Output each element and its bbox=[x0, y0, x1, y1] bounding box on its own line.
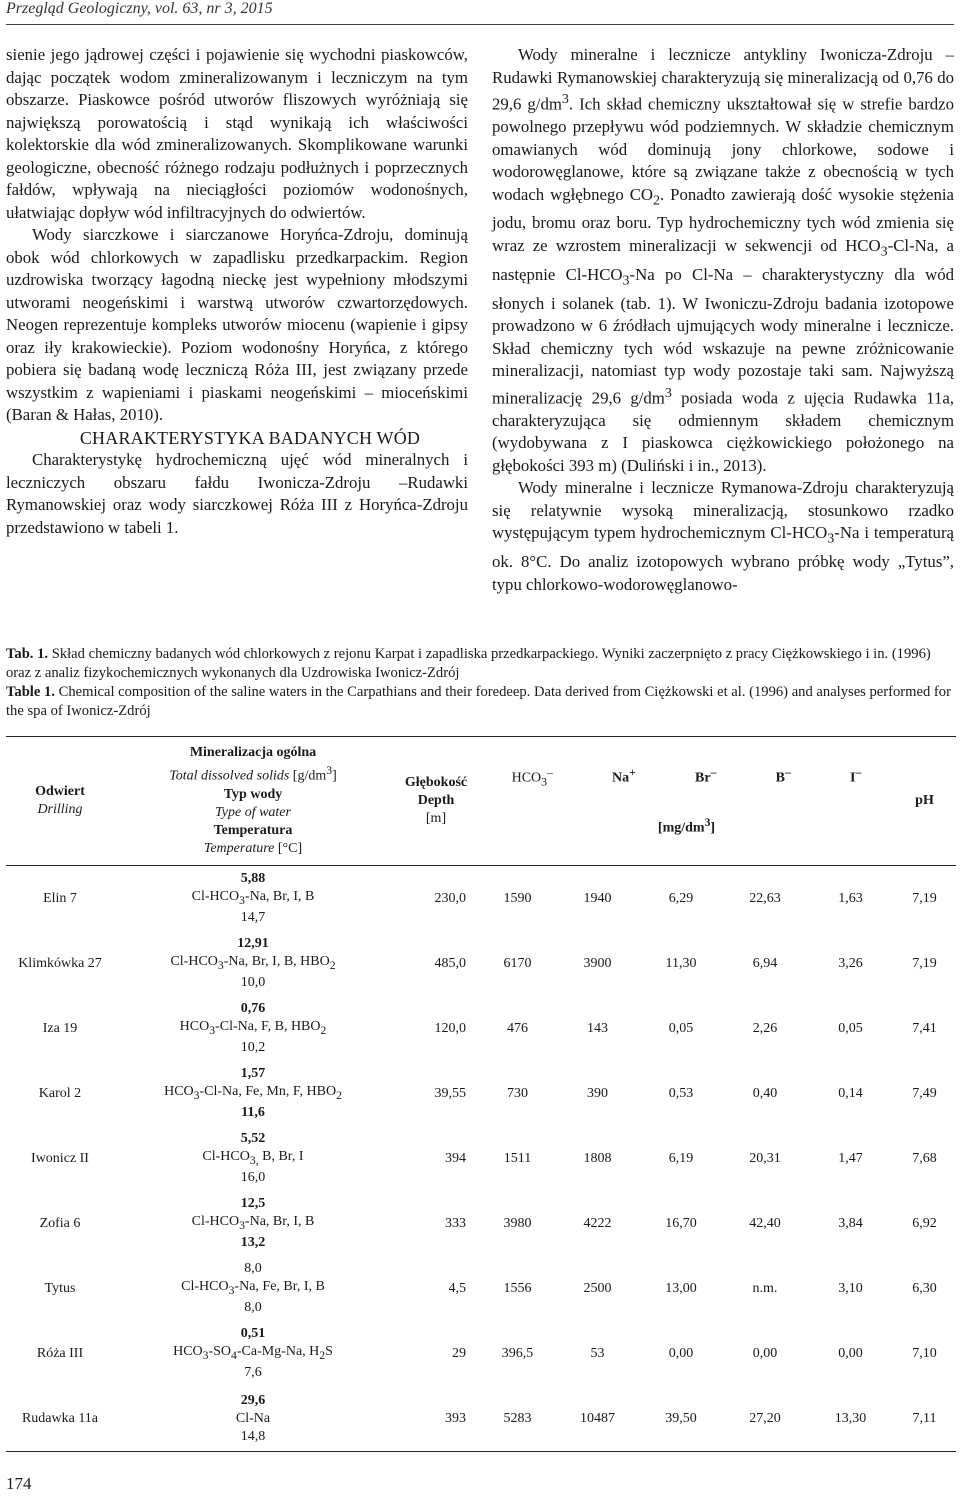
cell-na: 143 bbox=[587, 1020, 608, 1036]
cell-i: 3,10 bbox=[838, 1280, 863, 1296]
cell-depth: 333 bbox=[445, 1215, 466, 1231]
cell-hco3: 5283 bbox=[503, 1410, 532, 1426]
cell-br: 0,53 bbox=[668, 1085, 694, 1101]
cell-drilling: Rudawka 11a bbox=[21, 1410, 99, 1426]
cell-na: 2500 bbox=[583, 1280, 612, 1296]
cell-temperature: 13,2 bbox=[240, 1235, 266, 1251]
cell-i: 3,26 bbox=[838, 955, 863, 971]
table-row bbox=[6, 996, 956, 1061]
cell-depth: 120,0 bbox=[434, 1020, 466, 1036]
running-head: Przegląd Geologiczny, vol. 63, nr 3, 2015 bbox=[6, 0, 273, 17]
cell-temperature: 14,7 bbox=[240, 910, 266, 926]
cell-tds: 5,88 bbox=[240, 870, 266, 886]
cell-water-type: $Cl-HCO_3-Na$, Br, I, B bbox=[191, 888, 315, 907]
cell-hco3: 6170 bbox=[503, 955, 532, 971]
header-drilling: Odwiert Drilling bbox=[6, 737, 114, 866]
header-na: Na+ bbox=[612, 766, 636, 787]
cell-na: 4222 bbox=[583, 1215, 612, 1231]
header-rule bbox=[6, 24, 954, 25]
cell-b: 0,00 bbox=[752, 1345, 778, 1361]
cell-drilling: Tytus bbox=[44, 1280, 76, 1296]
cell-i: 0,05 bbox=[838, 1020, 863, 1036]
cell-b: 0,40 bbox=[752, 1085, 778, 1101]
cell-b: 42,40 bbox=[749, 1215, 781, 1231]
cell-br: 6,29 bbox=[668, 890, 694, 906]
cell-tds-type-temp bbox=[114, 1061, 392, 1126]
table-header-row bbox=[6, 737, 956, 866]
caption-en: Table 1. Chemical composition of the saline waters in the Carpathians and their foredeep. Data derived from Ciężkowski et al. (1996) and analyses performed for the spa of Iwonicz-Zdrój bbox=[6, 684, 951, 719]
cell-i: 13,30 bbox=[834, 1410, 867, 1426]
header-i: I– bbox=[850, 766, 862, 787]
cell-na: 53 bbox=[590, 1345, 605, 1361]
header-br: Br– bbox=[695, 766, 717, 787]
cell-hco3: 730 bbox=[507, 1085, 528, 1101]
cell-temperature: 7,6 bbox=[244, 1365, 262, 1381]
cell-na: 1808 bbox=[583, 1150, 612, 1166]
cell-drilling: Karol 2 bbox=[38, 1085, 82, 1101]
cell-tds-type-temp bbox=[114, 1386, 392, 1452]
cell-drilling: Róża III bbox=[36, 1345, 84, 1361]
left-paragraph-3: Charakterystykę hydrochemiczną ujęć wód mineralnych i leczniczych obszaru fałdu Iwonicza-Zdroju –Rudawki Rymanowskiej oraz wody siarczkowej Róża III z Horyńca-Zdroju przedstawiono w tabeli 1. bbox=[6, 450, 468, 537]
cell-water-type: $Cl-HCO_3-Na$, Br, I, B bbox=[191, 1213, 315, 1232]
cell-br: 11,30 bbox=[665, 955, 697, 971]
cell-na: 3900 bbox=[583, 955, 612, 971]
cell-tds: 0,76 bbox=[240, 1000, 266, 1016]
cell-na: 10487 bbox=[580, 1410, 615, 1426]
cell-tds-type-temp bbox=[114, 1191, 392, 1256]
header-units: $[mg/dm^3]$ bbox=[657, 815, 716, 836]
table-caption bbox=[6, 645, 956, 721]
cell-br: 0,00 bbox=[668, 1345, 694, 1361]
cell-b: 2,26 bbox=[752, 1020, 778, 1036]
cell-hco3: 1556 bbox=[503, 1280, 532, 1296]
cell-temperature: 16,0 bbox=[240, 1170, 266, 1186]
cell-tds: 5,52 bbox=[240, 1130, 266, 1146]
table-row bbox=[6, 1061, 956, 1126]
cell-drilling: Elin 7 bbox=[43, 890, 77, 906]
header-ph: pH bbox=[893, 737, 956, 866]
left-paragraph-1: sienie jego jądrowej części i pojawienie się wychodni piaskowców, dając początek wodom zmineralizowanym i leczniczym na tym obszarze. Piaskowce pośród utworów fliszowych wyróżniają się największą porowatością i stąd wynikają ich właściwości kolektorskie dla wód zmineralizowanych. Skomplikowane warunki geologiczne, obecność różnego rodzaju podłużnych i poprzecznych fałdów, wpływają na nieciągłości poziomów wodonośnych, ułatwiając dopływ wód infiltracyjnych do odwiertów. bbox=[6, 45, 468, 222]
cell-tds-type-temp bbox=[114, 1256, 392, 1321]
cell-tds: 0,51 bbox=[240, 1325, 266, 1341]
right-column bbox=[492, 44, 954, 596]
header-hco3: $HCO_3^-$ bbox=[511, 766, 553, 789]
cell-depth: 39,55 bbox=[434, 1085, 466, 1101]
cell-br: 39,50 bbox=[665, 1410, 697, 1426]
table-body bbox=[6, 866, 956, 1452]
cell-tds-type-temp bbox=[114, 1321, 392, 1386]
left-paragraph-2: Wody siarczkowe i siarczanowe Horyńca-Zdroju, dominują obok wód chlorkowych w zapadlisku przedkarpackim. Region uzdrowiska tworzący łagodną nieckę jest wypełniony młodszymi utworami neogeńskimi i warstwą utworów czwartorzędowych. Neogen reprezentuje kompleks utworów miocenu (wapienie i gipsy oraz iły krakowieckie). Poziom wodonośny Horyńca, z którego pobiera się badaną wodę leczniczą Róża III, jest związany przede wszystkim z wapieniami i piaskami neogeńskimi – mioceńskimi (Baran & Hałas, 2010). bbox=[6, 225, 468, 424]
table-row bbox=[6, 1386, 956, 1452]
cell-b: 6,94 bbox=[752, 955, 778, 971]
cell-tds-type-temp bbox=[114, 866, 392, 932]
cell-i: 0,14 bbox=[838, 1085, 863, 1101]
header-b: B– bbox=[775, 766, 791, 787]
cell-ph: 7,49 bbox=[912, 1085, 937, 1101]
cell-water-type: $Cl-HCO_{3,}$ B, Br, I bbox=[202, 1148, 304, 1167]
cell-depth: 394 bbox=[445, 1150, 466, 1166]
cell-tds: 1,57 bbox=[240, 1065, 266, 1081]
table-row bbox=[6, 1321, 956, 1386]
cell-ph: 6,30 bbox=[912, 1280, 937, 1296]
cell-b: n.m. bbox=[752, 1280, 778, 1296]
cell-water-type: $Cl-HCO_3-Na$, Br, I, B, $HBO_2$ bbox=[170, 953, 336, 972]
cell-ph: 7,19 bbox=[912, 955, 937, 971]
cell-tds-type-temp bbox=[114, 996, 392, 1061]
cell-temperature: 14,8 bbox=[240, 1428, 266, 1444]
page-number: 174 bbox=[6, 1474, 32, 1493]
cell-na: 1940 bbox=[583, 890, 612, 906]
cell-hco3: 476 bbox=[507, 1020, 528, 1036]
cell-ph: 7,68 bbox=[912, 1150, 937, 1166]
cell-hco3: 3980 bbox=[503, 1215, 532, 1231]
cell-tds: 12,5 bbox=[240, 1195, 266, 1211]
cell-br: 6,19 bbox=[668, 1150, 694, 1166]
section-heading: CHARAKTERYSTYKA BADANYCH WÓD bbox=[79, 427, 421, 448]
table-row bbox=[6, 1256, 956, 1321]
cell-temperature: 10,0 bbox=[240, 975, 266, 991]
cell-br: 16,70 bbox=[665, 1215, 697, 1231]
right-paragraph-1: Wody mineralne i lecznicze antykliny Iwonicza-Zdroju –Rudawki Rymanowskiej charakteryzują się mineralizacją od 0,76 do 29,6 $g/dm^3$. Ich skład chemiczny ukształtował się w strefie bardzo powolnego przepływu wód podziemnych. W składzie chemicznym omawianych wód dominują jony chlorkowe, sodowe i wodorowęglanowe, które są związane także z obecnością w tych wodach wgłębnego $CO_2$. Ponadto zawierają dość wysokie stężenia jodu, bromu oraz boru. Typ hydrochemiczny tych wód zmienia się wraz ze wzrostem mineralizacji w sekwencji od $HCO_3-Cl-Na$, a następnie $Cl-HCO_3-Na$ po Cl-Na – charakterystyczny dla wód słonych i solanek (tab. 1). W Iwoniczu-Zdroju badania izotopowe prowadzono w 6 źródłach ujmujących wody mineralne i lecznicze. Skład chemiczny tych wód wskazuje na pewne zróżnicowanie mineralizacji, natomiast typ wody pozostaje taki sam. Najwyższą mineralizację 29,6 $g/dm^3$ posiada woda z ujęcia Rudawka 11a, charakteryzująca się odmiennym składem chemicznym (wydobywana z I piaskowca ciężkowickiego położonego na głębokości 393 m) (Duliński i in., 2013). bbox=[492, 45, 955, 475]
left-column bbox=[6, 44, 468, 539]
cell-depth: 485,0 bbox=[434, 955, 466, 971]
cell-b: 20,31 bbox=[749, 1150, 781, 1166]
cell-depth: 393 bbox=[445, 1410, 466, 1426]
cell-temperature: 10,2 bbox=[240, 1040, 266, 1056]
cell-drilling: Klimkówka 27 bbox=[18, 955, 102, 971]
cell-b: 22,63 bbox=[749, 890, 781, 906]
cell-water-type: $Cl-HCO_3-Na$, Fe, Br, I, B bbox=[181, 1278, 325, 1297]
cell-ph: 7,10 bbox=[912, 1345, 937, 1361]
right-paragraph-2: Wody mineralne i lecznicze Rymanowa-Zdroju charakteryzują się relatywnie wysoką mineralizacją, stosunkowo rzadko występującym typem hydrochemicznym $Cl-HCO_3-Na$ i temperaturą ok. 8°C. Do analiz izotopowych wybrano próbkę wody „Tytus”, typu chlorkowo-wodorowęglanowo- bbox=[492, 478, 954, 594]
cell-na: 390 bbox=[587, 1085, 608, 1101]
cell-ph: 6,92 bbox=[912, 1215, 937, 1231]
cell-hco3: 1511 bbox=[503, 1150, 532, 1166]
cell-tds: 8,0 bbox=[244, 1260, 262, 1276]
cell-tds-type-temp bbox=[114, 1126, 392, 1191]
cell-ph: 7,19 bbox=[912, 890, 937, 906]
table-row bbox=[6, 866, 956, 932]
cell-tds: 12,91 bbox=[237, 935, 269, 951]
cell-drilling: Zofia 6 bbox=[39, 1215, 81, 1231]
cell-b: 27,20 bbox=[749, 1410, 781, 1426]
caption-pl: Tab. 1. Skład chemiczny badanych wód chlorkowych z rejonu Karpat i zapadliska przedkarpackiego. Wyniki zaczerpnięto z pracy Ciężkowskiego i in. (1996) oraz z analiz fizykochemicznych wykonanych dla Uzdrowiska Iwonicz-Zdrój bbox=[6, 646, 931, 681]
cell-depth: 4,5 bbox=[448, 1280, 466, 1296]
cell-i: 1,63 bbox=[838, 890, 863, 906]
cell-temperature: 8,0 bbox=[244, 1300, 262, 1316]
cell-water-type: $HCO_3-SO_4-Ca-Mg-Na$, $H_2S$ bbox=[173, 1343, 333, 1362]
cell-depth: 230,0 bbox=[434, 890, 466, 906]
cell-br: 0,05 bbox=[668, 1020, 694, 1036]
cell-drilling: Iwonicz II bbox=[31, 1150, 89, 1166]
cell-drilling: Iza 19 bbox=[42, 1020, 78, 1036]
table-row bbox=[6, 931, 956, 996]
cell-tds: 29,6 bbox=[240, 1392, 266, 1408]
cell-hco3: 1590 bbox=[503, 890, 532, 906]
table-row bbox=[6, 1191, 956, 1256]
table-row bbox=[6, 1126, 956, 1191]
cell-ph: 7,41 bbox=[912, 1020, 937, 1036]
cell-water-type: $HCO_3-Cl-Na$, F, B, $HBO_2$ bbox=[179, 1018, 327, 1037]
cell-br: 13,00 bbox=[665, 1280, 697, 1296]
cell-water-type: Cl-Na bbox=[235, 1410, 271, 1426]
cell-ph: 7,11 bbox=[912, 1410, 937, 1426]
chemical-composition-table bbox=[6, 736, 956, 1452]
header-tds-type-temp: Mineralizacja ogólna Total dissolved solids $[g/dm^3]$ Typ wody Type of water Temperatura Temperature [°C] bbox=[114, 737, 392, 866]
cell-depth: 29 bbox=[452, 1345, 466, 1361]
cell-temperature: 11,6 bbox=[241, 1105, 265, 1121]
header-ions bbox=[480, 737, 893, 866]
cell-hco3: 396,5 bbox=[501, 1345, 534, 1361]
cell-tds-type-temp bbox=[114, 931, 392, 996]
cell-water-type: $HCO_3-Cl-Na$, Fe, Mn, F, $HBO_2$ bbox=[164, 1083, 342, 1102]
cell-i: 1,47 bbox=[838, 1150, 863, 1166]
header-depth: Głębokość Depth [m] bbox=[392, 737, 480, 866]
cell-i: 3,84 bbox=[838, 1215, 863, 1231]
cell-i: 0,00 bbox=[838, 1345, 863, 1361]
